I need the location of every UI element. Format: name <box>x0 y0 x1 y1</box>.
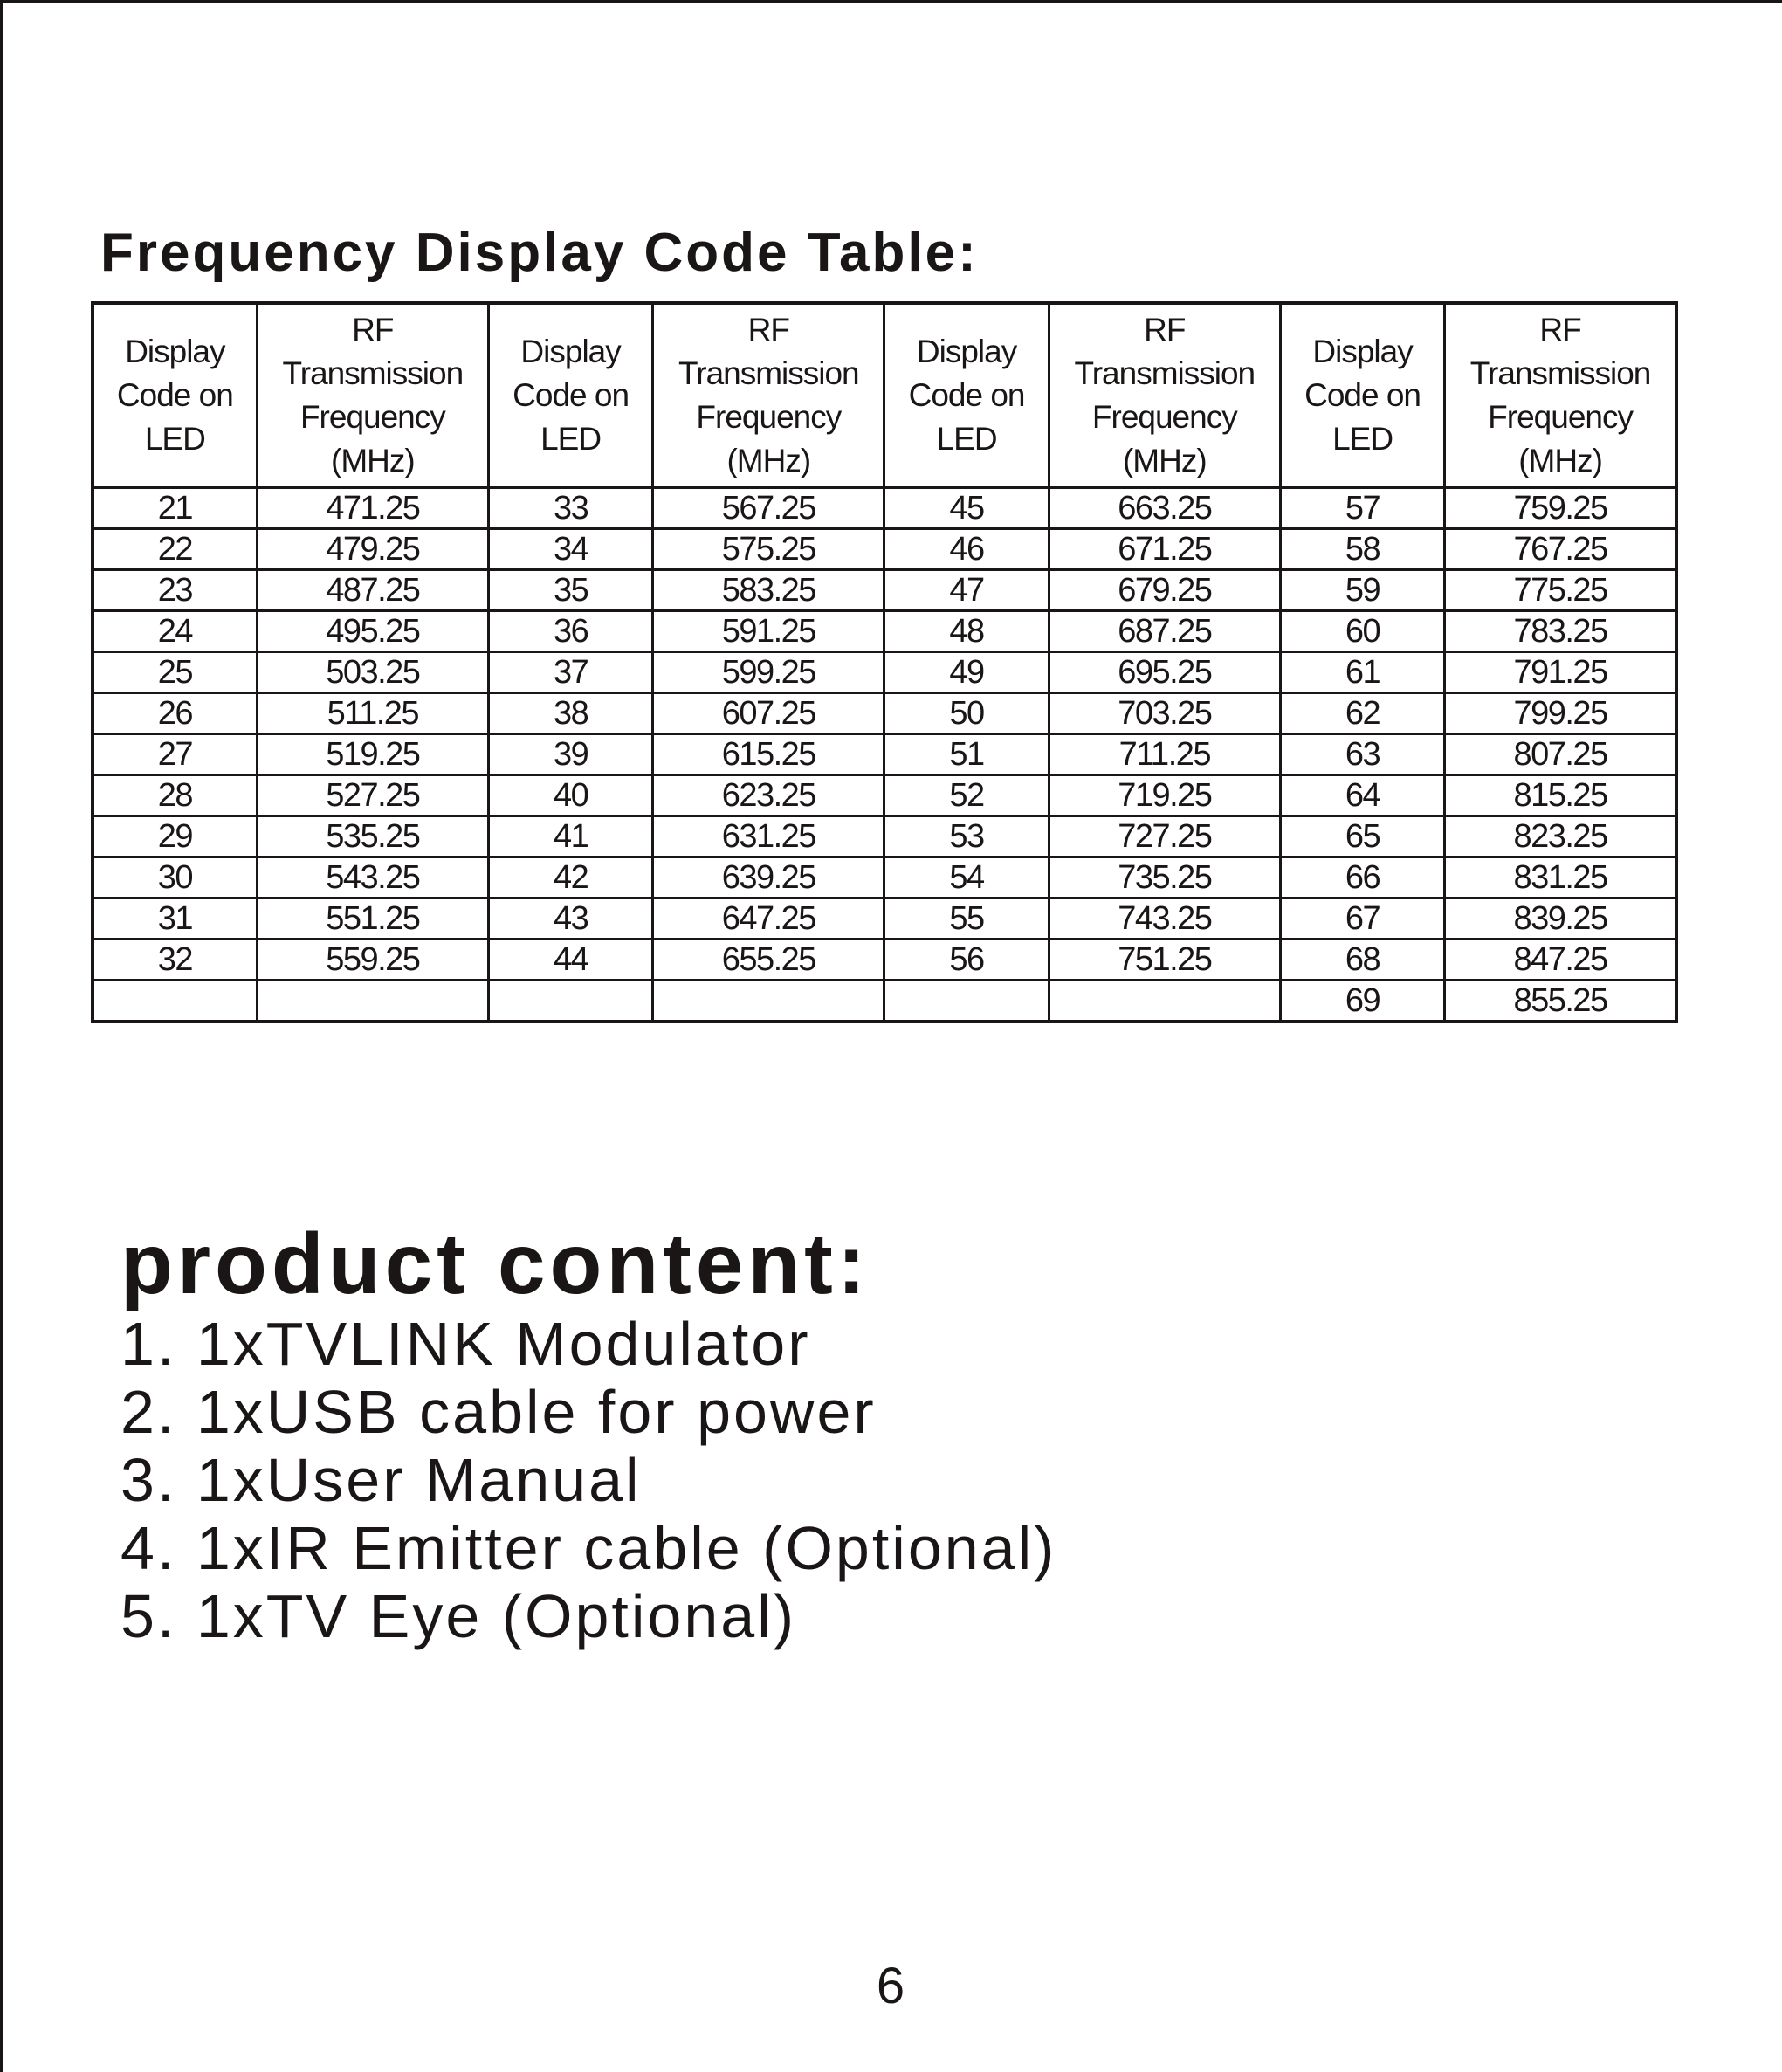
frequency-cell: 495.25 <box>257 611 488 652</box>
product-content-list <box>120 1310 1056 1650</box>
frequency-cell: 727.25 <box>1049 816 1280 857</box>
column-header-line: LED <box>144 421 205 457</box>
frequency-cell <box>1049 981 1280 1022</box>
column-header-line: Display <box>520 334 621 369</box>
led-code-cell: 34 <box>488 529 652 570</box>
led-code-cell: 30 <box>93 857 257 898</box>
table-row <box>93 611 1676 652</box>
column-header-line: (MHz) <box>331 443 415 478</box>
led-code-cell: 40 <box>488 775 652 816</box>
column-header-line: LED <box>540 421 602 457</box>
led-code-cell: 39 <box>488 734 652 775</box>
list-item: 2. 1xUSB cable for power <box>120 1378 877 1446</box>
column-header <box>93 303 257 488</box>
column-header-line: Code on <box>908 377 1025 413</box>
led-code-cell: 26 <box>93 693 257 734</box>
table-row <box>93 816 1676 857</box>
frequency-cell: 791.25 <box>1445 652 1676 693</box>
page-top-border <box>0 0 1782 3</box>
frequency-cell: 543.25 <box>257 857 488 898</box>
column-header <box>653 303 884 488</box>
frequency-cell: 855.25 <box>1445 981 1676 1022</box>
frequency-cell: 839.25 <box>1445 898 1676 940</box>
frequency-cell: 471.25 <box>257 488 488 529</box>
led-code-cell: 48 <box>884 611 1049 652</box>
table-row <box>93 898 1676 940</box>
led-code-cell: 62 <box>1280 693 1444 734</box>
led-code-cell: 47 <box>884 570 1049 611</box>
frequency-cell: 551.25 <box>257 898 488 940</box>
led-code-cell: 25 <box>93 652 257 693</box>
table-row <box>93 981 1676 1022</box>
frequency-cell: 583.25 <box>653 570 884 611</box>
table-row <box>93 940 1676 981</box>
column-header-line: Display <box>125 334 225 369</box>
led-code-cell: 60 <box>1280 611 1444 652</box>
led-code-cell: 58 <box>1280 529 1444 570</box>
led-code-cell: 38 <box>488 693 652 734</box>
frequency-cell: 743.25 <box>1049 898 1280 940</box>
column-header-line: Transmission <box>282 355 464 391</box>
frequency-cell: 639.25 <box>653 857 884 898</box>
table-title: Frequency Display Code Table: <box>100 223 979 283</box>
frequency-cell: 607.25 <box>653 693 884 734</box>
led-code-cell: 68 <box>1280 940 1444 981</box>
column-header <box>257 303 488 488</box>
led-code-cell: 44 <box>488 940 652 981</box>
frequency-cell: 759.25 <box>1445 488 1676 529</box>
frequency-cell: 487.25 <box>257 570 488 611</box>
frequency-cell: 519.25 <box>257 734 488 775</box>
led-code-cell <box>488 981 652 1022</box>
frequency-cell: 831.25 <box>1445 857 1676 898</box>
led-code-cell: 46 <box>884 529 1049 570</box>
led-code-cell: 52 <box>884 775 1049 816</box>
list-item: 4. 1xIR Emitter cable (Optional) <box>120 1514 1057 1582</box>
led-code-cell: 63 <box>1280 734 1444 775</box>
led-code-cell: 57 <box>1280 488 1444 529</box>
led-code-cell: 54 <box>884 857 1049 898</box>
led-code-cell: 55 <box>884 898 1049 940</box>
column-header <box>1280 303 1444 488</box>
column-header-line: RF <box>1144 312 1186 348</box>
column-header-line: RF <box>747 312 789 348</box>
column-header-line: (MHz) <box>726 443 811 478</box>
led-code-cell: 21 <box>93 488 257 529</box>
frequency-cell: 527.25 <box>257 775 488 816</box>
page-left-border <box>0 0 3 2072</box>
frequency-cell: 599.25 <box>653 652 884 693</box>
frequency-cell: 559.25 <box>257 940 488 981</box>
table-row <box>93 570 1676 611</box>
led-code-cell <box>93 981 257 1022</box>
table-row <box>93 734 1676 775</box>
led-code-cell: 32 <box>93 940 257 981</box>
list-item: 1. 1xTVLINK Modulator <box>120 1310 811 1378</box>
led-code-cell: 59 <box>1280 570 1444 611</box>
column-header-line: Transmission <box>1074 355 1256 391</box>
column-header-line: Frequency <box>299 399 445 435</box>
led-code-cell: 23 <box>93 570 257 611</box>
led-code-cell: 61 <box>1280 652 1444 693</box>
frequency-cell: 711.25 <box>1049 734 1280 775</box>
led-code-cell: 31 <box>93 898 257 940</box>
frequency-cell: 751.25 <box>1049 940 1280 981</box>
led-code-cell: 69 <box>1280 981 1444 1022</box>
column-header-line: LED <box>936 421 997 457</box>
frequency-cell: 807.25 <box>1445 734 1676 775</box>
led-code-cell: 64 <box>1280 775 1444 816</box>
column-header-line: Frequency <box>1488 399 1633 435</box>
frequency-cell: 503.25 <box>257 652 488 693</box>
page-number: 6 <box>876 1958 905 2014</box>
column-header-line: Display <box>1312 334 1413 369</box>
frequency-cell: 663.25 <box>1049 488 1280 529</box>
column-header-line: RF <box>1539 312 1581 348</box>
frequency-cell: 591.25 <box>653 611 884 652</box>
frequency-cell: 847.25 <box>1445 940 1676 981</box>
frequency-cell: 623.25 <box>653 775 884 816</box>
column-header-line: LED <box>1332 421 1393 457</box>
frequency-cell: 767.25 <box>1445 529 1676 570</box>
list-item: 3. 1xUser Manual <box>120 1446 642 1514</box>
led-code-cell: 65 <box>1280 816 1444 857</box>
frequency-cell: 775.25 <box>1445 570 1676 611</box>
led-code-cell: 53 <box>884 816 1049 857</box>
frequency-cell <box>653 981 884 1022</box>
column-header-line: Frequency <box>1091 399 1237 435</box>
frequency-cell: 671.25 <box>1049 529 1280 570</box>
column-header-line: Display <box>916 334 1017 369</box>
led-code-cell: 66 <box>1280 857 1444 898</box>
column-header-line: Code on <box>116 377 233 413</box>
frequency-cell: 719.25 <box>1049 775 1280 816</box>
table-header-row <box>93 303 1676 488</box>
column-header <box>488 303 652 488</box>
frequency-cell: 815.25 <box>1445 775 1676 816</box>
frequency-cell: 647.25 <box>653 898 884 940</box>
column-header-line: (MHz) <box>1122 443 1207 478</box>
led-code-cell: 33 <box>488 488 652 529</box>
led-code-cell: 45 <box>884 488 1049 529</box>
frequency-cell: 799.25 <box>1445 693 1676 734</box>
frequency-cell: 687.25 <box>1049 611 1280 652</box>
led-code-cell: 56 <box>884 940 1049 981</box>
table-row <box>93 775 1676 816</box>
frequency-cell: 703.25 <box>1049 693 1280 734</box>
column-header-line: Code on <box>513 377 630 413</box>
frequency-cell: 567.25 <box>653 488 884 529</box>
frequency-cell: 735.25 <box>1049 857 1280 898</box>
table-row <box>93 857 1676 898</box>
led-code-cell: 67 <box>1280 898 1444 940</box>
column-header-line: RF <box>352 312 394 348</box>
table-row <box>93 488 1676 529</box>
frequency-cell: 695.25 <box>1049 652 1280 693</box>
column-header <box>884 303 1049 488</box>
list-item: 5. 1xTV Eye (Optional) <box>120 1582 797 1650</box>
frequency-cell: 783.25 <box>1445 611 1676 652</box>
column-header-line: Transmission <box>1469 355 1651 391</box>
led-code-cell <box>884 981 1049 1022</box>
led-code-cell: 28 <box>93 775 257 816</box>
led-code-cell: 36 <box>488 611 652 652</box>
led-code-cell: 29 <box>93 816 257 857</box>
frequency-cell: 479.25 <box>257 529 488 570</box>
led-code-cell: 43 <box>488 898 652 940</box>
frequency-cell: 631.25 <box>653 816 884 857</box>
led-code-cell: 50 <box>884 693 1049 734</box>
led-code-cell: 35 <box>488 570 652 611</box>
led-code-cell: 42 <box>488 857 652 898</box>
led-code-cell: 37 <box>488 652 652 693</box>
table-row <box>93 529 1676 570</box>
frequency-cell: 511.25 <box>257 693 488 734</box>
column-header <box>1049 303 1280 488</box>
product-content-heading: product content: <box>120 1215 870 1311</box>
frequency-cell <box>257 981 488 1022</box>
led-code-cell: 49 <box>884 652 1049 693</box>
led-code-cell: 22 <box>93 529 257 570</box>
column-header-line: Frequency <box>696 399 842 435</box>
led-code-cell: 51 <box>884 734 1049 775</box>
frequency-cell: 535.25 <box>257 816 488 857</box>
frequency-cell: 615.25 <box>653 734 884 775</box>
column-header-line: Code on <box>1304 377 1421 413</box>
column-header <box>1445 303 1676 488</box>
table-row <box>93 652 1676 693</box>
frequency-cell: 823.25 <box>1445 816 1676 857</box>
frequency-cell: 575.25 <box>653 529 884 570</box>
led-code-cell: 24 <box>93 611 257 652</box>
frequency-cell: 679.25 <box>1049 570 1280 611</box>
led-code-cell: 27 <box>93 734 257 775</box>
frequency-cell: 655.25 <box>653 940 884 981</box>
column-header-line: (MHz) <box>1518 443 1602 478</box>
led-code-cell: 41 <box>488 816 652 857</box>
frequency-code-table <box>91 301 1678 1023</box>
table-row <box>93 693 1676 734</box>
column-header-line: Transmission <box>678 355 859 391</box>
table-body <box>93 488 1676 1022</box>
